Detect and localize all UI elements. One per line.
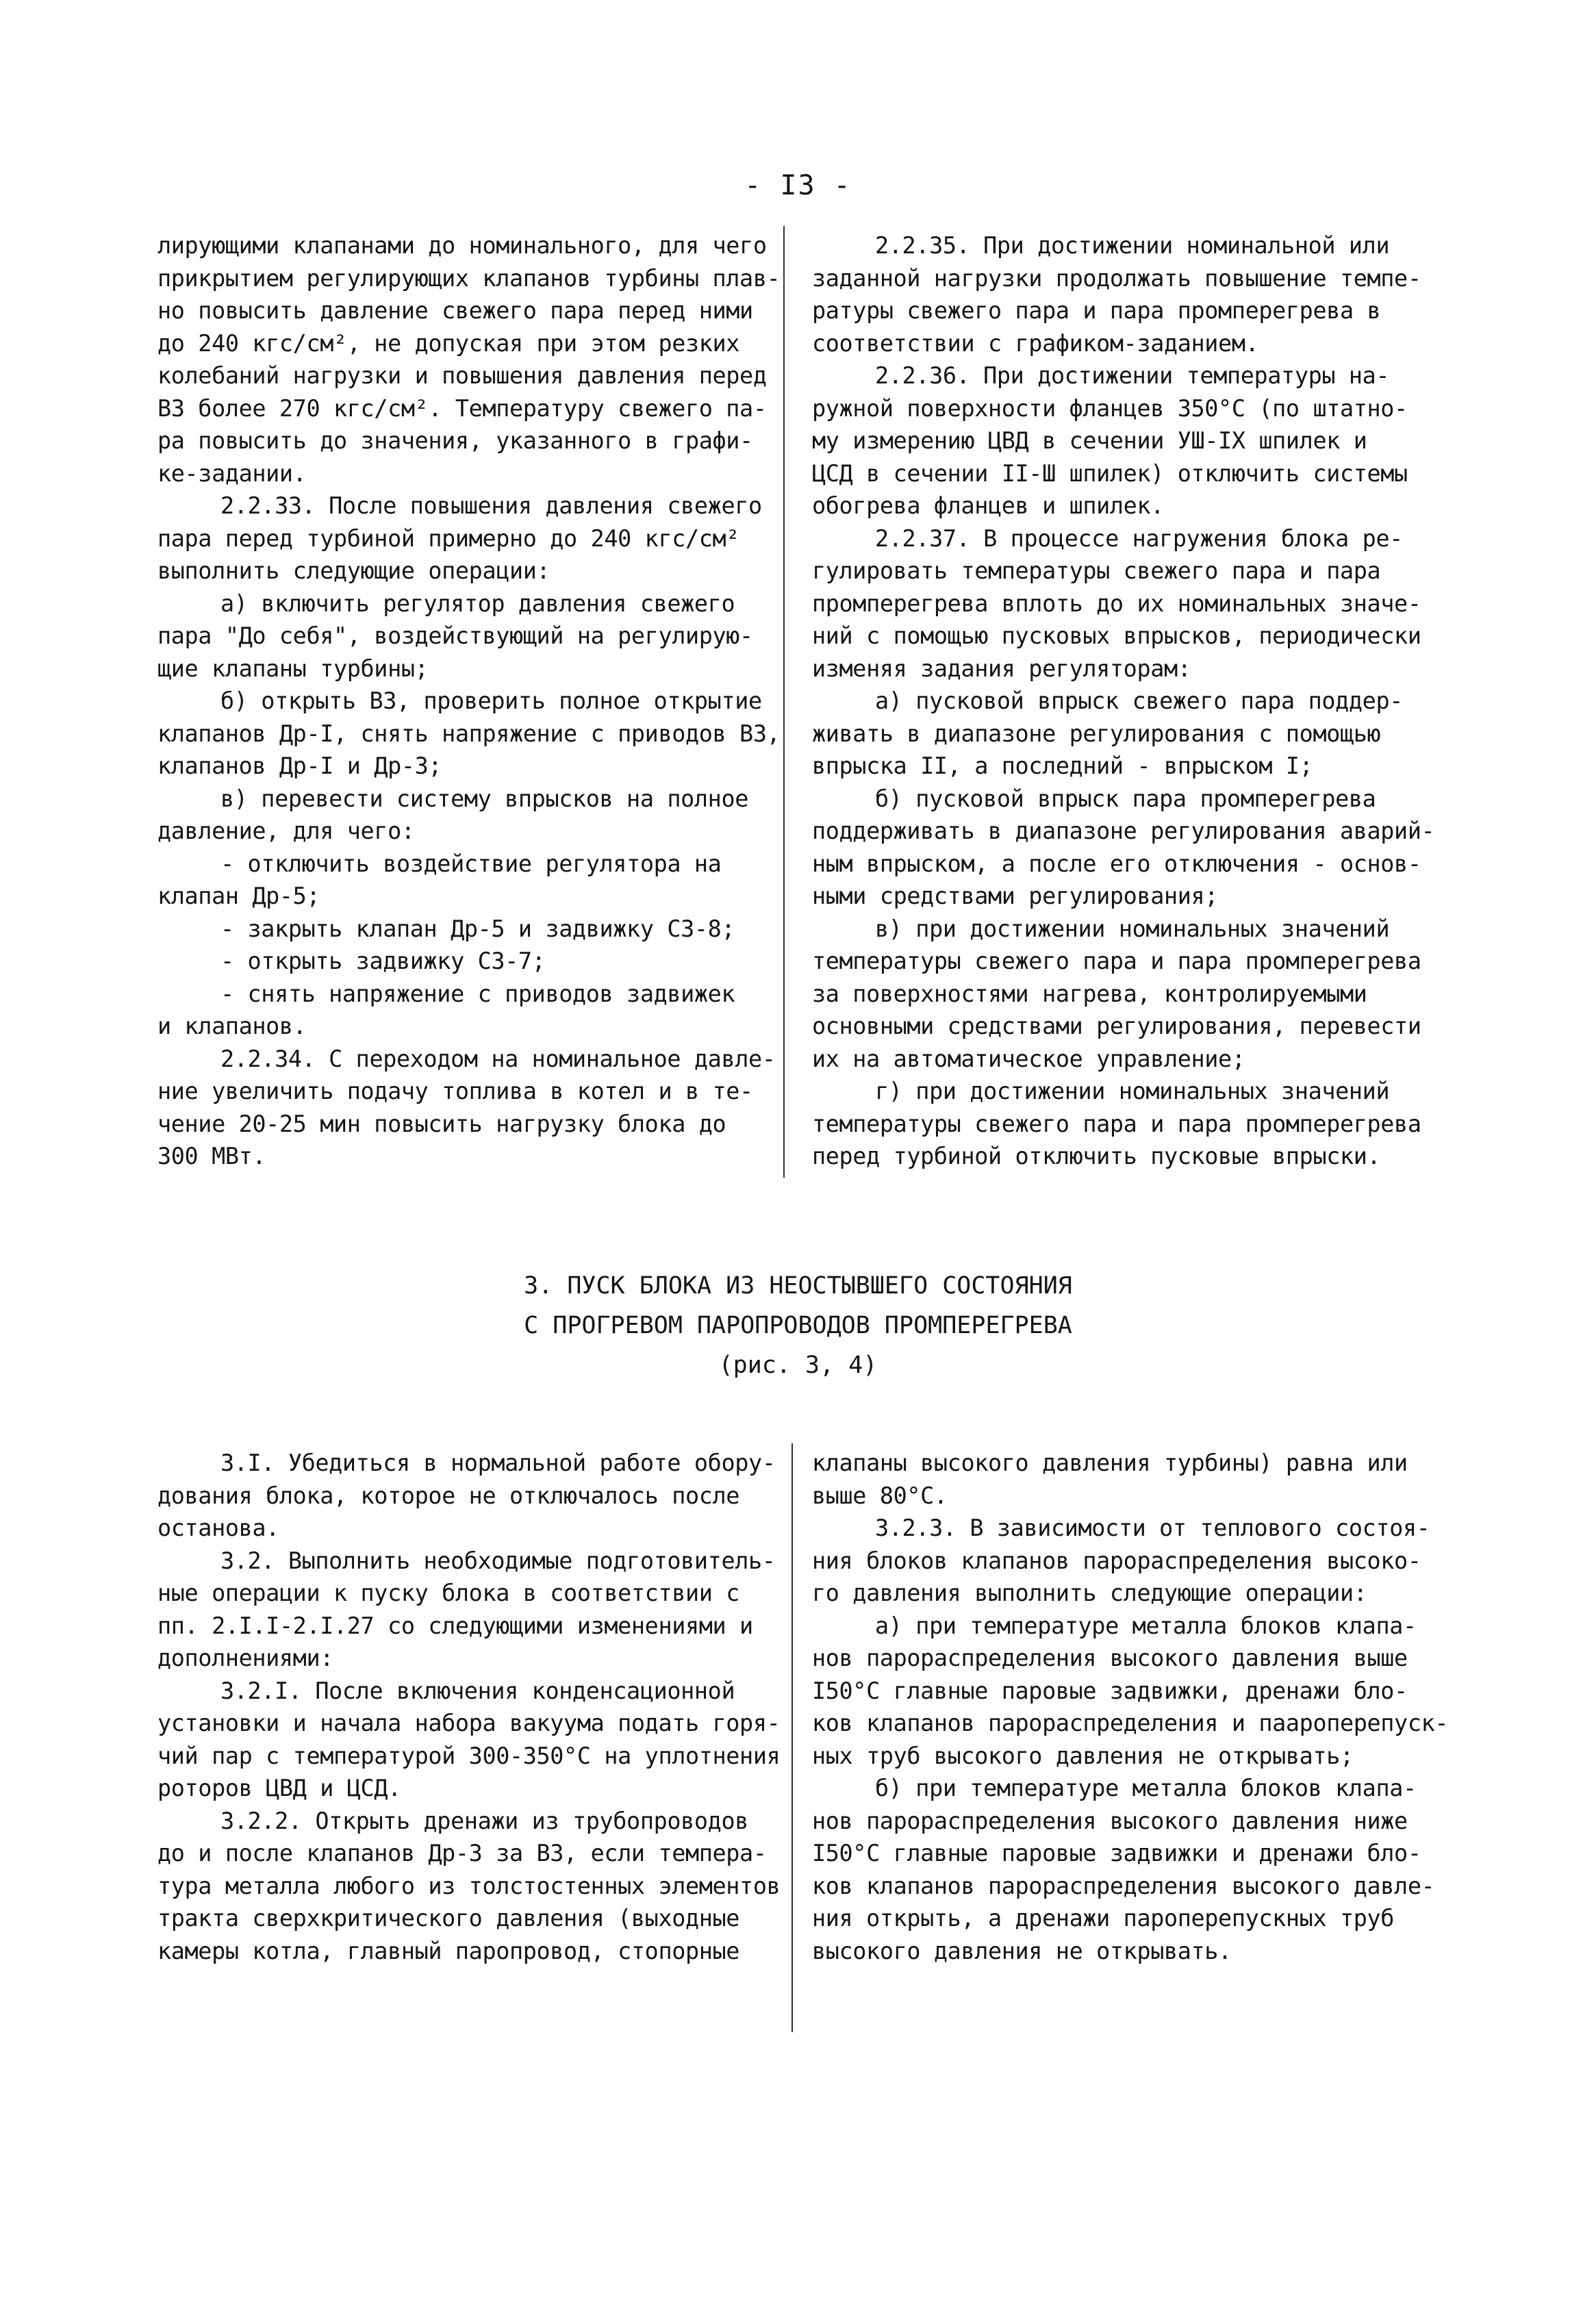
text-line: I50°С главные паровые задвижки и дренажи бло- [812, 1840, 1421, 1866]
text-line: заданной нагрузки продолжать повышение темпе- [812, 264, 1421, 292]
text-line: ния блоков клапанов парораспределения высоко- [812, 1547, 1421, 1574]
text-line: нов парораспределения высокого давления выше [812, 1645, 1408, 1671]
text-line: гулировать температуры свежего пара и пара [812, 557, 1381, 584]
text-line: температуры свежего пара и пара промперегрева [812, 948, 1421, 974]
section-heading-line-2: С ПРОГРЕВОМ ПАРОПРОВОДОВ ПРОМПЕРЕГРЕВА [524, 1312, 1072, 1339]
column-divider-lower [791, 1443, 793, 2032]
text-line: а) при температуре металла блоков клапа- [875, 1612, 1417, 1639]
text-line: - снять напряжение с приводов задвижек [220, 980, 735, 1007]
text-line: в) перевести систему впрысков на полное [220, 785, 748, 812]
text-line: дования блока, которое не отключалось после [157, 1482, 740, 1509]
text-line: 2.2.34. С переходом на номинальное давле- [220, 1045, 776, 1072]
text-line: б) пусковой впрыск пара промперегрева [875, 785, 1376, 812]
text-line: ний с помощью пусковых впрысков, периодически [812, 622, 1421, 649]
text-line: клапаны высокого давления турбины) равна или [812, 1450, 1408, 1476]
text-line: б) открыть ВЗ, проверить полное открытие [220, 687, 762, 714]
page-number: - I3 - [744, 170, 852, 201]
text-line: ков клапанов парораспределения высокого давле- [812, 1872, 1435, 1899]
text-line: клапан Др-5; [157, 883, 320, 909]
text-line: промперегрева вплоть до их номинальных значе- [812, 590, 1421, 617]
text-line: основными средствами регулирования, перевести [812, 1013, 1421, 1039]
text-line: клапанов Др-I, снять напряжение с приводов ВЗ, [157, 720, 781, 747]
text-line: - открыть задвижку СЗ-7; [220, 948, 546, 974]
text-line: пара перед турбиной примерно до 240 кгс/см² [157, 524, 740, 552]
text-line: ные операции к пуску блока в соответствии с [157, 1580, 740, 1606]
text-line: колебаний нагрузки и повышения давления перед [157, 362, 767, 389]
text-line: живать в диапазоне регулирования с помощью [812, 720, 1381, 747]
text-line: соответствии с графиком-заданием. [812, 329, 1259, 357]
text-line: 3.2.I. После включения конденсационной [220, 1677, 735, 1704]
section-heading-line-1: 3. ПУСК БЛОКА ИЗ НЕОСТЫВШЕГО СОСТОЯНИЯ [524, 1272, 1072, 1300]
text-line: ВЗ более 270 кгс/см². Температуру свежего па- [157, 394, 767, 422]
upper-right-column [812, 229, 1434, 1173]
text-line: тракта сверхкритического давления (выходные [157, 1905, 740, 1932]
text-line: прикрытием регулирующих клапанов турбины плав- [157, 264, 781, 292]
text-line: лирующими клапанами до номинального, для чего [157, 232, 767, 259]
section-heading-figure-ref: (рис. 3, 4) [718, 1352, 878, 1379]
text-line: ратуры свежего пара и пара промперегрева в [812, 297, 1381, 324]
text-line: - закрыть клапан Др-5 и задвижку СЗ-8; [220, 915, 735, 942]
text-line: их на автоматическое управление; [812, 1045, 1245, 1072]
text-line: го давления выполнить следующие операции: [812, 1580, 1367, 1606]
text-line: ния открыть, а дренажи пароперепускных труб [812, 1905, 1395, 1932]
text-line: ружной поверхности фланцев 350°С (по штатно- [812, 394, 1408, 422]
text-line: до и после клапанов Др-3 за ВЗ, если темпера- [157, 1840, 767, 1866]
text-line: дополнениями: [157, 1645, 333, 1671]
text-line: ным впрыском, а после его отключения - основ- [812, 850, 1421, 877]
text-line: ра повысить до значения, указанного в графи- [157, 427, 753, 454]
text-line: до 240 кгс/см², не допуская при этом резких [157, 329, 740, 357]
upper-left-column [157, 229, 780, 1173]
text-line: чий пар с температурой 300-350°С на уплотнения [157, 1742, 781, 1769]
text-line: изменяя задания регуляторам: [812, 655, 1191, 682]
text-line: перед турбиной отключить пусковые впрыски. [812, 1143, 1381, 1169]
text-line: выше 80°С. [812, 1482, 948, 1509]
text-line: высокого давления не открывать. [812, 1937, 1232, 1964]
text-line: чение 20-25 мин повысить нагрузку блока до [157, 1110, 726, 1137]
text-line: 2.2.35. При достижении номинальной или [875, 232, 1390, 259]
text-line: 3.2. Выполнить необходимые подготовитель- [220, 1547, 776, 1574]
text-line: а) включить регулятор давления свежего [220, 590, 735, 617]
text-line: выполнить следующие операции: [157, 557, 550, 584]
lower-left-column [157, 1447, 780, 1967]
text-line: в) при достижении номинальных значений [875, 915, 1390, 942]
text-line: а) пусковой впрыск свежего пара поддер- [875, 687, 1403, 714]
text-line: температуры свежего пара и пара промперегрева [812, 1110, 1421, 1137]
text-line: щие клапаны турбины; [157, 655, 429, 682]
text-line: ние увеличить подачу топлива в котел и в те- [157, 1078, 753, 1104]
text-line: но повысить давление свежего пара перед ними [157, 297, 753, 324]
text-line: пара "До себя", воздействующий на регулирую- [157, 622, 753, 649]
text-line: клапанов Др-I и Др-3; [157, 752, 442, 779]
text-line: 300 МВт. [157, 1143, 266, 1169]
text-line: ЦСД в сечении II-Ш шпилек) отключить системы [812, 459, 1408, 487]
text-line: 2.2.33. После повышения давления свежего [220, 492, 762, 519]
text-line: камеры котла, главный паропровод, стопорные [157, 1937, 740, 1964]
text-line: б) при температуре металла блоков клапа- [875, 1775, 1417, 1801]
text-line: ке-задании. [157, 459, 307, 487]
text-line: - отключить воздействие регулятора на [220, 850, 722, 877]
text-line: му измерению ЦВД в сечении УШ-IX шпилек и [812, 427, 1367, 454]
text-line: тура металла любого из толстостенных элементов [157, 1872, 781, 1899]
text-line: I50°С главные паровые задвижки, дренажи бло- [812, 1677, 1408, 1704]
text-line: ков клапанов парораспределения и паароперепуск- [812, 1710, 1449, 1736]
text-line: 2.2.36. При достижении температуры на- [875, 362, 1390, 389]
text-line: давление, для чего: [157, 818, 415, 844]
text-line: 3.I. Убедиться в нормальной работе обору- [220, 1450, 776, 1476]
text-line: ными средствами регулирования; [812, 883, 1219, 909]
text-line: нов парораспределения высокого давления ниже [812, 1807, 1408, 1834]
text-line: останова. [157, 1515, 279, 1541]
text-line: ных труб высокого давления не открывать; [812, 1742, 1354, 1769]
text-line: впрыска II, а последний - впрыском I; [812, 752, 1313, 779]
text-line: роторов ЦВД и ЦСД. [157, 1775, 401, 1801]
text-line: 3.2.3. В зависимости от теплового состоя- [875, 1515, 1430, 1541]
text-line: пп. 2.I.I-2.I.27 со следующими изменениями и [157, 1612, 753, 1639]
text-line: обогрева фланцев и шпилек. [812, 492, 1164, 519]
text-line: 2.2.37. В процессе нагружения блока ре- [875, 524, 1403, 552]
text-line: за поверхностями нагрева, контролируемыми [812, 980, 1367, 1007]
text-line: и клапанов. [157, 1013, 307, 1039]
text-line: г) при достижении номинальных значений [875, 1078, 1390, 1104]
text-line: установки и начала набора вакуума подать горя- [157, 1710, 781, 1736]
text-line: поддерживать в диапазоне регулирования аварий- [812, 818, 1435, 844]
lower-right-column [812, 1447, 1448, 1967]
text-line: 3.2.2. Открыть дренажи из трубопроводов [220, 1807, 748, 1834]
column-divider-upper [783, 226, 785, 1178]
